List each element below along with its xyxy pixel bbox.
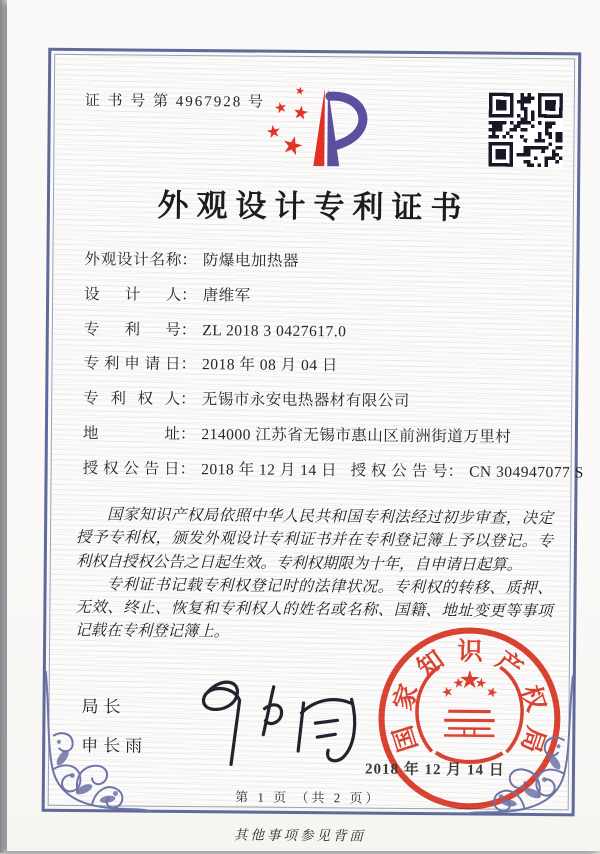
grant-date-stamp: 2018 年 12 月 14 日 [364, 761, 505, 779]
field-row-grant [82, 458, 584, 484]
field-row-patentee: 专利权人 ： 无锡市永安电热器材有限公司 [83, 388, 555, 414]
page-number: 第 1 页 （共 2 页） [235, 789, 382, 806]
certificate-paper [7, 0, 600, 851]
field-value: 防爆电加热器 [202, 252, 300, 270]
legal-paragraph-2: 专利证书记载专利权登记时的法律状况。专利权的转移、质押、无效、终止、恢复和专利权人的姓名或名称、国籍、地址变更等事项记载在专利登记簿上。 [75, 576, 553, 641]
svg-text:局: 局 [515, 723, 550, 757]
field-row-filing-date: 专利申请日 ： 2018 年 08 月 04 日 [83, 353, 555, 379]
field-label: 专利号 [83, 320, 181, 339]
field-label: 授权公告号 [350, 462, 448, 481]
grant-number-pair: 授权公告号 ： CN 304947077 S [351, 460, 584, 484]
grant-date-pair: 授权公告日 ： 2018 年 12 月 14 日 [83, 458, 351, 483]
field-value: 214000 江苏省无锡市惠山区前洲街道万里村 [201, 426, 512, 446]
field-value: 2018 年 12 月 14 日 [201, 460, 338, 480]
director-signature-icon [167, 660, 393, 787]
field-row-design-name: 外观设计名称 ： 防爆电加热器 [84, 249, 556, 275]
field-label: 专利申请日 [83, 355, 181, 374]
certificate-border-frame [42, 48, 582, 817]
director-title: 局长 [81, 697, 126, 717]
director-name: 申长雨 [81, 736, 148, 756]
svg-text:知: 知 [412, 645, 450, 683]
qr-code [488, 93, 563, 168]
field-value: 2018 年 08 月 04 日 [201, 356, 338, 375]
field-label: 设计人 [84, 285, 182, 304]
certificate-number: 证 书 号 第 4967928 号 [84, 93, 266, 111]
svg-text:国: 国 [388, 722, 423, 755]
svg-text:产: 产 [490, 646, 528, 684]
logo-red-wedge [313, 88, 325, 166]
field-value: ZL 2018 3 0427617.0 [202, 321, 347, 340]
field-value: CN 304947077 S [469, 463, 584, 482]
field-label: 授权公告日 [82, 459, 180, 478]
certificate-title: 外观设计专利证书 [157, 187, 470, 226]
field-label: 地址 [82, 425, 180, 443]
field-row-address: 地址 ： 214000 江苏省无锡市惠山区前洲街道万里村 [83, 423, 555, 449]
cnipa-logo-icon [242, 80, 393, 178]
field-label: 专利权人 [83, 390, 181, 409]
svg-text:权: 权 [515, 682, 551, 715]
field-row-designer: 设计人 ： 唐维军 [84, 284, 556, 310]
svg-text:识: 识 [457, 637, 483, 666]
fields-section [82, 249, 584, 497]
field-value: 无锡市永安电热器材有限公司 [201, 391, 410, 411]
svg-text:家: 家 [388, 680, 424, 714]
field-row-patent-number: 专利号 ： ZL 2018 3 0427617.0 [84, 319, 556, 345]
field-value: 唐维军 [202, 286, 251, 305]
back-side-note: 其他事项参见背面 [233, 827, 366, 844]
legal-paragraph-1: 国家知识产权局依照中华人民共和国专利法经过初步审查，决定授予专利权，颁发外观设计专利证书并在专利登记簿上予以登记。专利权自授权公告之日起生效。专利权期限为十年，自申请日起算。 [75, 506, 554, 574]
certificate-sheet [3, 0, 600, 854]
field-label: 外观设计名称 [84, 251, 182, 269]
